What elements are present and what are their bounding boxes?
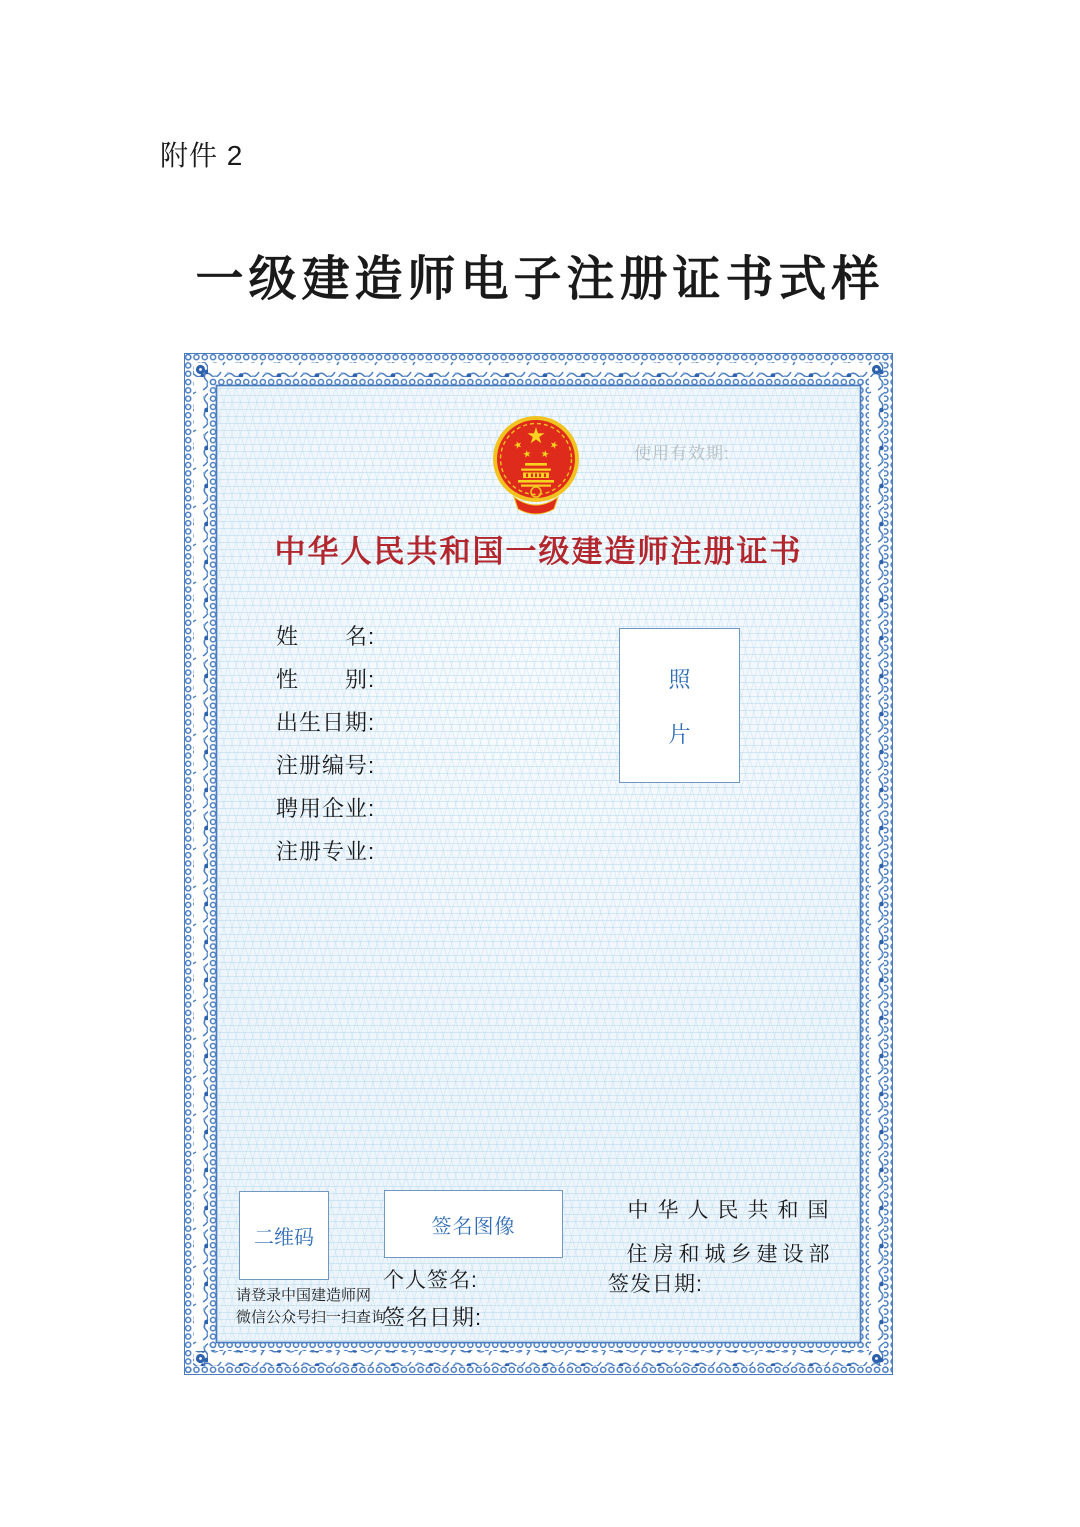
issuer-name-line-2: 住房和城乡建设部 [626,1243,835,1266]
certificate-sample [184,353,893,1375]
attachment-label: 附件 2 [160,140,244,171]
page-title: 一级建造师电子注册证书式样 [195,253,885,306]
qr-note-line-1: 请登录中国建造师网 [236,1287,372,1304]
photo-placeholder [619,628,740,783]
field-gender: 性 别: [276,667,376,692]
qr-instructions [236,1285,386,1329]
photo-char-1: 照 [668,666,691,692]
qr-code-placeholder [239,1191,329,1280]
field-registration-number: 注册编号: [276,753,376,778]
field-registered-major: 注册专业: [276,839,376,864]
validity-period-label: 使用有效期: [634,444,730,463]
field-employer: 聘用企业: [276,796,376,821]
qr-note-line-2: 微信公众号扫一扫查询 [236,1309,387,1326]
personal-signature-label: 个人签名: [383,1269,478,1292]
issuer-name-line-1: 中华人民共和国 [627,1199,838,1222]
signature-box-label: 签名图像 [431,1215,516,1238]
certificate-fields [276,625,375,864]
certificate-title: 中华人民共和国一级建造师注册证书 [274,534,803,569]
field-birthdate: 出生日期: [276,710,376,735]
china-national-emblem-icon [492,413,580,515]
issuing-authority [602,1194,854,1268]
issue-date-label: 签发日期: [608,1273,703,1296]
signature-image-placeholder [384,1190,563,1258]
photo-char-2: 片 [668,721,691,747]
signature-date-label: 签名日期: [383,1305,483,1330]
field-name: 姓 名: [276,624,376,649]
qr-placeholder-label: 二维码 [254,1227,314,1249]
